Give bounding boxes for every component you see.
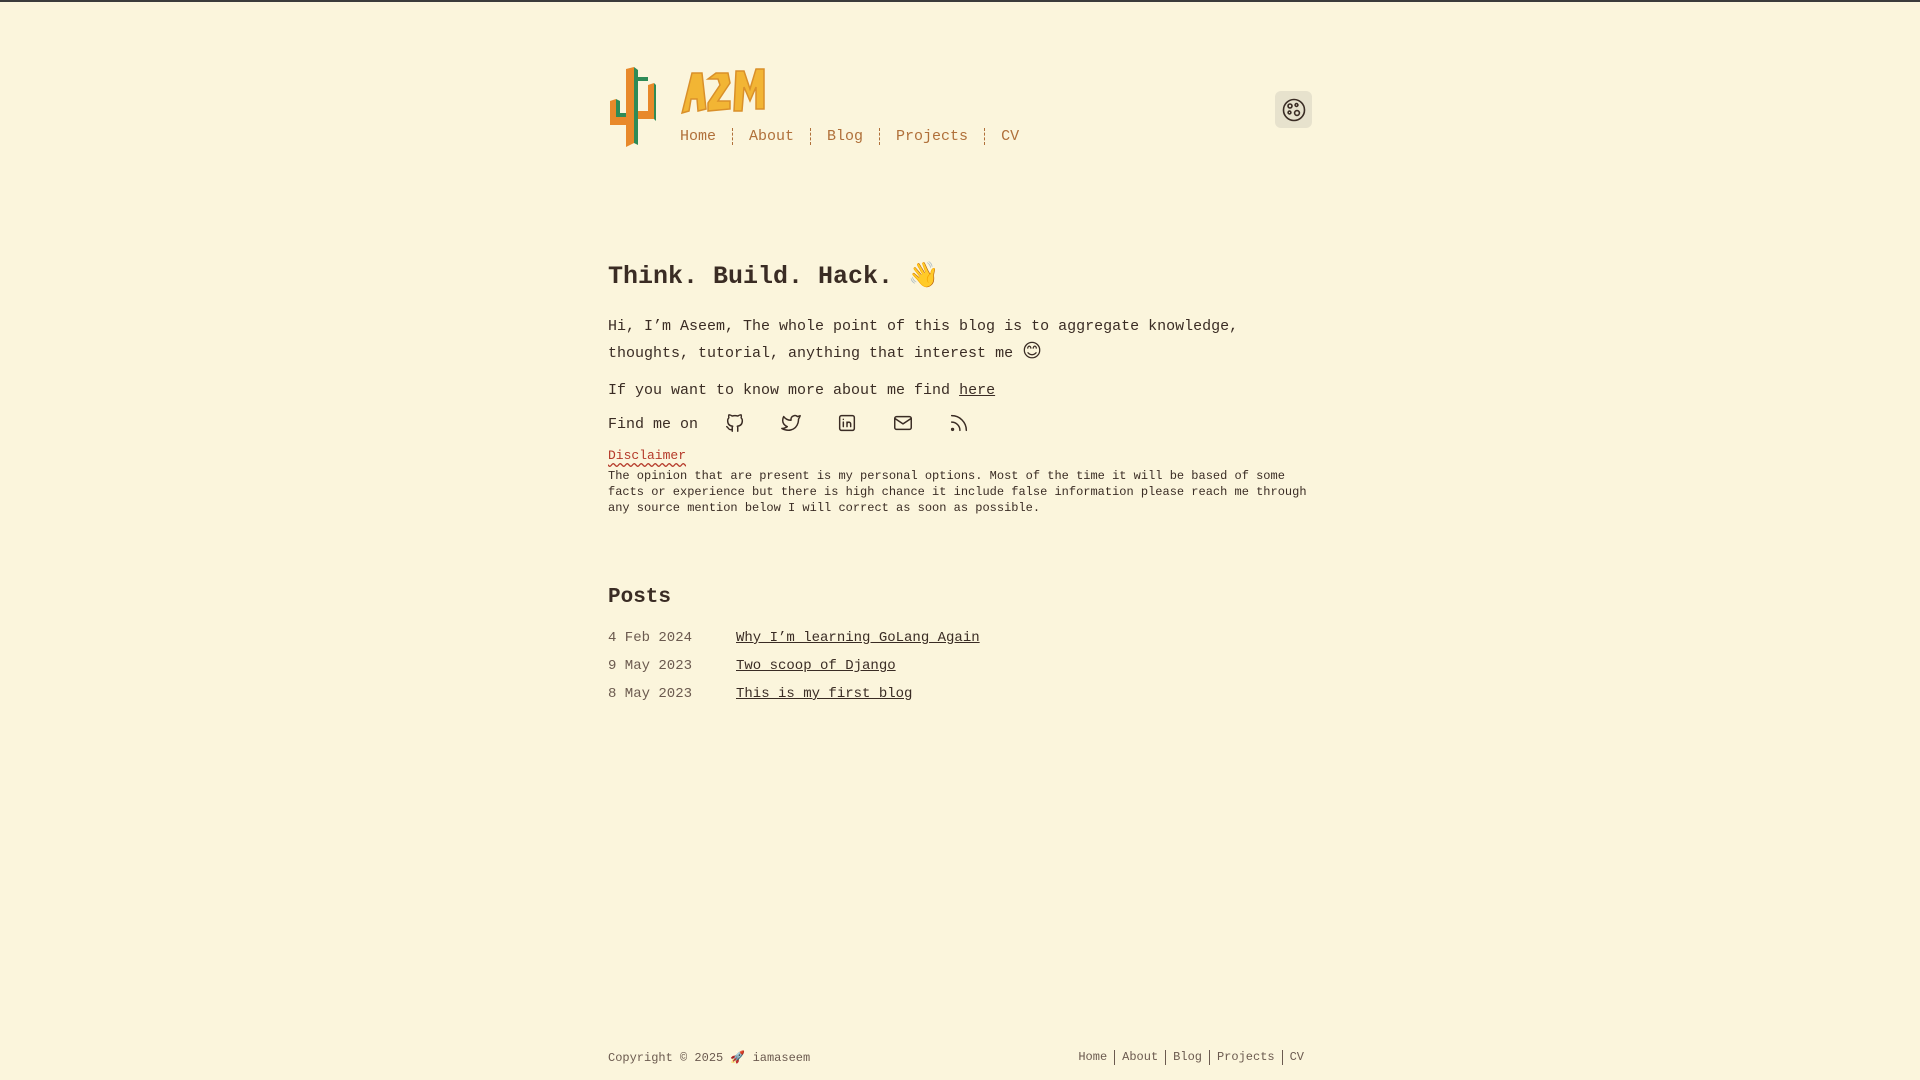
linkedin-icon[interactable]: [836, 412, 860, 436]
more-about-text: If you want to know more about me find: [608, 382, 951, 399]
find-me-row: [608, 412, 1004, 436]
post-link[interactable]: Two scoop of Django: [736, 658, 896, 674]
nav-home[interactable]: Home: [680, 128, 717, 145]
theme-toggle-button[interactable]: [1275, 91, 1312, 128]
page-title-text: Think. Build. Hack.: [608, 262, 894, 291]
post-item: [608, 658, 980, 686]
nav-projects[interactable]: Projects: [879, 128, 984, 145]
intro-text: Hi, I’m Aseem, The whole point of this blog is to aggregate knowledge, thoughts, tutorial, anything that interest me: [608, 318, 1239, 362]
posts-list: [608, 630, 980, 714]
cactus-logo-icon: [608, 67, 656, 147]
post-link[interactable]: This is my first blog: [736, 686, 913, 702]
twitter-icon[interactable]: [780, 412, 804, 436]
post-item: [608, 686, 980, 714]
waving-hand-emoji-icon: 👋: [908, 260, 940, 289]
footer-nav-blog[interactable]: Blog: [1165, 1050, 1209, 1065]
smile-emoji-icon: 😊: [1022, 340, 1042, 362]
nav-blog[interactable]: Blog: [810, 128, 879, 145]
post-date: 4 Feb 2024: [608, 630, 693, 646]
more-about-line: [608, 382, 995, 399]
nav-cv[interactable]: CV: [984, 128, 1035, 145]
page-title: [608, 260, 939, 291]
footer-nav-home[interactable]: Home: [1078, 1050, 1108, 1064]
github-icon[interactable]: [724, 412, 748, 436]
post-date: 8 May 2023: [608, 686, 693, 702]
posts-heading: Posts: [608, 586, 672, 609]
disclaimer-title: Disclaimer: [608, 448, 687, 463]
post-date: 9 May 2023: [608, 658, 693, 674]
footer-nav-projects[interactable]: Projects: [1209, 1050, 1282, 1065]
main-nav: [680, 128, 1035, 145]
site-header: [608, 65, 1312, 155]
social-links: [724, 412, 1004, 436]
post-item: [608, 630, 980, 658]
footer-nav-about[interactable]: About: [1114, 1050, 1165, 1065]
footer-nav: [1071, 1050, 1312, 1065]
theme-palette-icon: [1281, 97, 1307, 123]
disclaimer-text: The opinion that are present is my personal options. Most of the time it will be based of some facts or experience but there is high chance it include false information please reach me through any source mention below I will correct as soon as possible.: [608, 469, 1307, 515]
footer-nav-cv[interactable]: CV: [1282, 1050, 1312, 1065]
copyright-text: Copyright © 2025 🚀 iamaseem: [608, 1051, 811, 1065]
find-me-label: Find me on: [608, 415, 699, 433]
intro-paragraph: [608, 314, 1312, 366]
post-link[interactable]: Why I’m learning GoLang Again: [736, 630, 980, 646]
more-about-link[interactable]: here: [959, 382, 996, 399]
nav-about[interactable]: About: [732, 128, 810, 145]
rss-icon[interactable]: [948, 412, 972, 436]
a2m-logo-text-icon: [680, 65, 766, 117]
mail-icon[interactable]: [892, 412, 916, 436]
